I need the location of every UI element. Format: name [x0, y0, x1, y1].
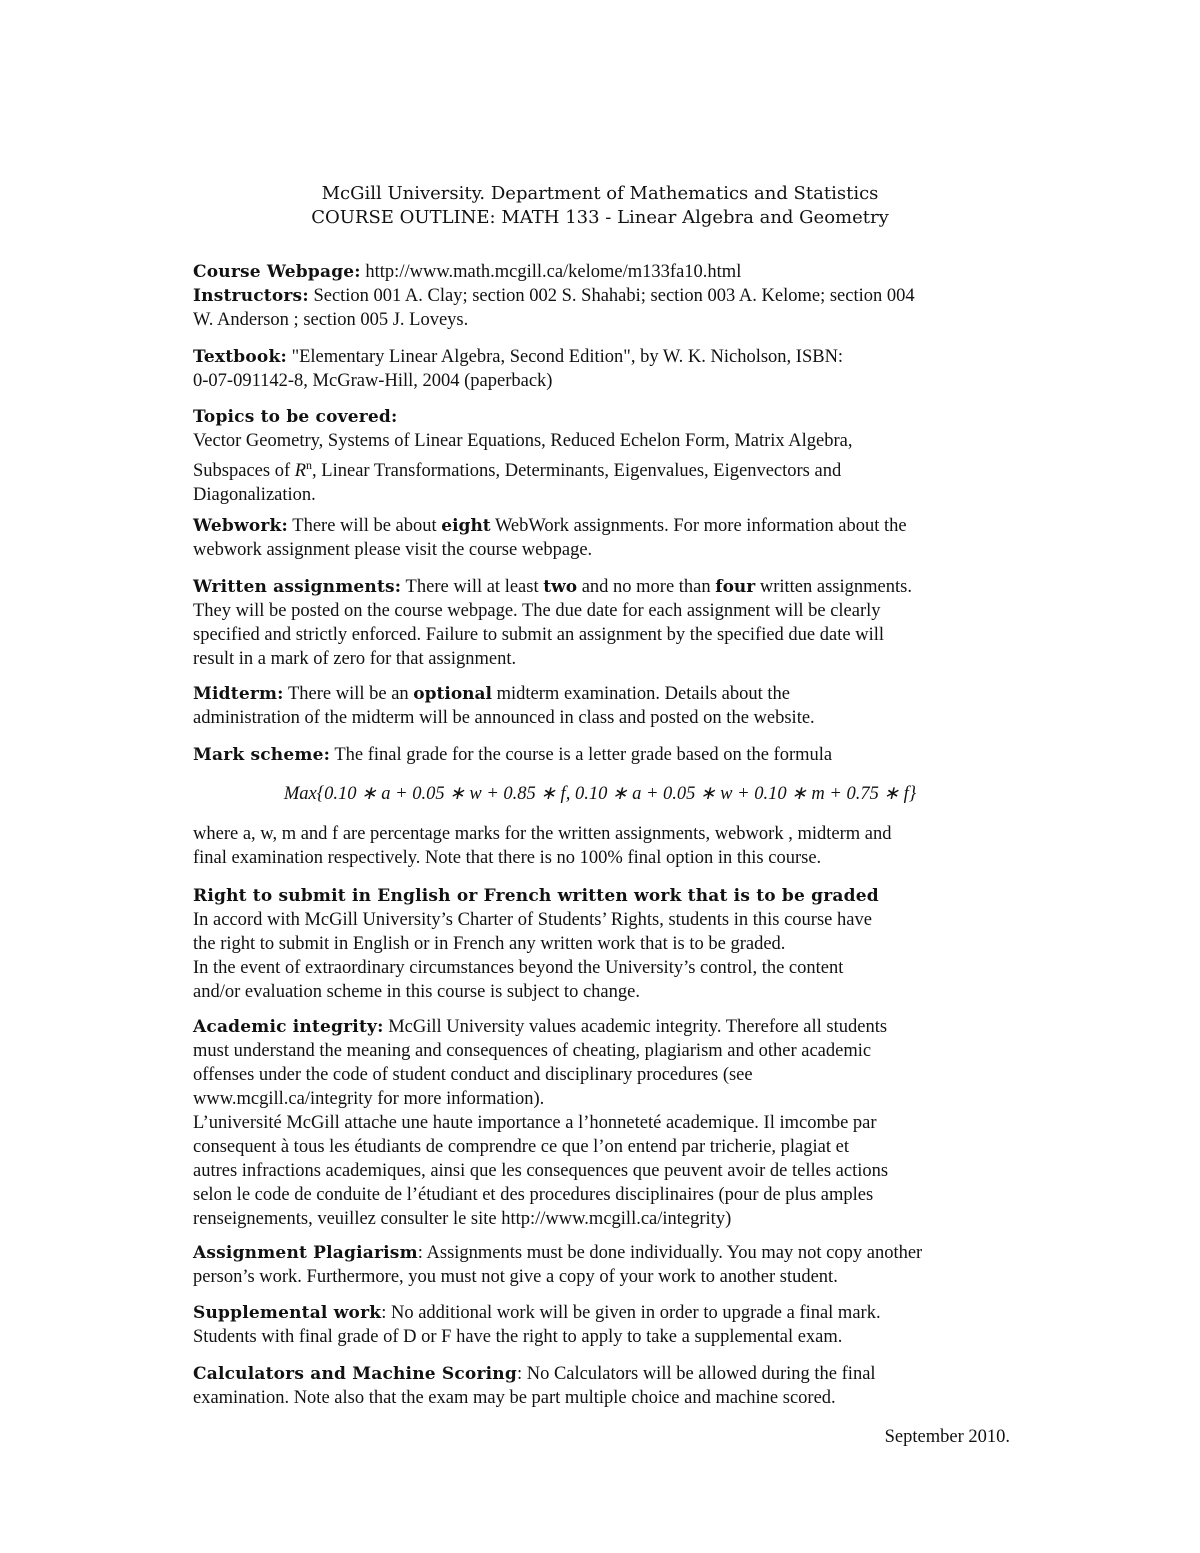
midterm-pre: There will be an [283, 684, 414, 704]
markscheme-text: The final grade for the course is a letter grade based on the formula [330, 745, 833, 765]
written-line-4: result in a mark of zero for that assignment. [193, 649, 517, 669]
written-mid: and no more than [577, 577, 716, 597]
right-line-4: and/or evaluation scheme in this course is subject to change. [193, 982, 640, 1002]
header-line-2: COURSE OUTLINE: MATH 133 - Linear Algebra and Geometry [311, 207, 889, 228]
supplemental-line-2: Students with final grade of D or F have the right to apply to take a supplemental exam. [193, 1327, 843, 1347]
topics-label: Topics to be covered: [193, 407, 398, 427]
webwork-post: WebWork assignments. For more information about the [490, 516, 907, 536]
topics-line-1: Vector Geometry, Systems of Linear Equations, Reduced Echelon Form, Matrix Algebra, [193, 431, 853, 451]
r-superscript: n [306, 458, 313, 472]
written-line-2: They will be posted on the course webpage. The due date for each assignment will be clearly [193, 601, 881, 621]
supplemental-line-1: : No additional work will be given in order to upgrade a final mark. [381, 1303, 881, 1323]
calculators-label: Calculators and Machine Scoring [193, 1364, 517, 1384]
integrity-section [193, 1015, 1023, 1231]
plagiarism-section [193, 1241, 1023, 1289]
written-bold-1: two [543, 577, 578, 597]
supplemental-section [193, 1301, 1023, 1349]
calculators-section [193, 1362, 1023, 1410]
markscheme-line-4: final examination respectively. Note that there is no 100% final option in this course. [193, 848, 822, 868]
right-line-3: In the event of extraordinary circumstances beyond the University’s control, the content [193, 958, 844, 978]
webpage-url[interactable]: http://www.math.mcgill.ca/kelome/m133fa10.html [365, 262, 742, 282]
markscheme-label: Mark scheme: [193, 745, 331, 765]
textbook-section [193, 345, 1023, 393]
r-symbol: R [294, 461, 307, 482]
textbook-label: Textbook: [193, 347, 287, 367]
textbook-line-1: "Elementary Linear Algebra, Second Edition", by W. K. Nicholson, ISBN: [291, 347, 844, 367]
calculators-line-1: : No Calculators will be allowed during the final [516, 1364, 876, 1384]
written-bold-2: four [715, 577, 756, 597]
markscheme-explanation [193, 822, 1023, 870]
instructors-line-1: Section 001 A. Clay; section 002 S. Shahabi; section 003 A. Kelome; section 004 [313, 286, 915, 306]
plagiarism-label: Assignment Plagiarism [193, 1243, 418, 1263]
integrity-line-4: www.mcgill.ca/integrity for more information). [193, 1089, 545, 1109]
integrity-line-6: consequent à tous les étudiants de comprendre ce que l’on entend par tricherie, plagiat et [193, 1137, 849, 1157]
webwork-bold: eight [441, 516, 491, 536]
instructors-label: Instructors: [193, 286, 309, 306]
written-post: written assignments. [755, 577, 912, 597]
supplemental-label: Supplemental work [193, 1303, 382, 1323]
integrity-label: Academic integrity: [193, 1017, 384, 1037]
plagiarism-line-1: : Assignments must be done individually. You may not copy another [417, 1243, 923, 1263]
markscheme-section [193, 743, 1023, 767]
midterm-line-2: administration of the midterm will be announced in class and posted on the website. [193, 708, 815, 728]
plagiarism-line-2: person’s work. Furthermore, you must not give a copy of your work to another student. [193, 1267, 838, 1287]
webwork-line-2: webwork assignment please visit the course webpage. [193, 540, 593, 560]
webwork-label: Webwork: [193, 516, 288, 536]
grade-formula [0, 783, 1200, 805]
topics-line-2-pre: Subspaces of [193, 461, 295, 482]
topics-line-3: Diagonalization. [193, 485, 316, 506]
integrity-line-2: must understand the meaning and consequences of cheating, plagiarism and other academic [193, 1041, 872, 1061]
integrity-line-8: selon le code de conduite de l’étudiant et des procedures disciplinaires (pour de plus amples [193, 1185, 874, 1205]
calculators-line-2: examination. Note also that the exam may be part multiple choice and machine scored. [193, 1388, 836, 1408]
midterm-post: midterm examination. Details about the [492, 684, 790, 704]
integrity-line-5: L’université McGill attache une haute importance a l’honneteté academique. Il imcombe par [193, 1113, 877, 1133]
midterm-section [193, 682, 1023, 730]
topics-section [193, 405, 1023, 507]
document-date: September 2010. [884, 1427, 1010, 1447]
written-pre: There will at least [401, 577, 544, 597]
formula-text: Max{0.10 ∗ a + 0.05 ∗ w + 0.85 ∗ f, 0.10 ∗ a + 0.05 ∗ w + 0.10 ∗ m + 0.75 ∗ f} [283, 784, 917, 804]
webwork-section [193, 514, 1023, 562]
midterm-label: Midterm: [193, 684, 284, 704]
course-info [193, 260, 1023, 332]
right-line-2: the right to submit in English or in French any written work that is to be graded. [193, 934, 786, 954]
right-line-1: In accord with McGill University’s Charter of Students’ Rights, students in this course have [193, 910, 872, 930]
written-section [193, 575, 1023, 671]
header-line-1: McGill University. Department of Mathematics and Statistics [321, 183, 879, 204]
integrity-line-7: autres infractions academiques, ainsi que les consequences que peuvent avoir de telles actions [193, 1161, 889, 1181]
midterm-bold: optional [413, 684, 493, 704]
integrity-line-1: McGill University values academic integrity. Therefore all students [383, 1017, 888, 1037]
webwork-pre: There will be about [292, 516, 442, 536]
right-section [193, 884, 1023, 1004]
integrity-line-9: renseignements, veuillez consulter le site http://www.mcgill.ca/integrity) [193, 1209, 732, 1229]
topics-line-2-post: , Linear Transformations, Determinants, Eigenvalues, Eigenvectors and [312, 461, 842, 482]
textbook-line-2: 0-07-091142-8, McGraw-Hill, 2004 (paperback) [193, 371, 553, 391]
instructors-line-2: W. Anderson ; section 005 J. Loveys. [193, 310, 469, 330]
webpage-label: Course Webpage: [193, 262, 361, 282]
integrity-line-3: offenses under the code of student conduct and disciplinary procedures (see [193, 1065, 753, 1085]
written-label: Written assignments: [193, 577, 402, 597]
written-line-3: specified and strictly enforced. Failure to submit an assignment by the specified due date will [193, 625, 884, 645]
markscheme-line-3: where a, w, m and f are percentage marks for the written assignments, webwork , midterm and [193, 824, 892, 844]
right-label: Right to submit in English or French written work that is to be graded [193, 886, 879, 906]
